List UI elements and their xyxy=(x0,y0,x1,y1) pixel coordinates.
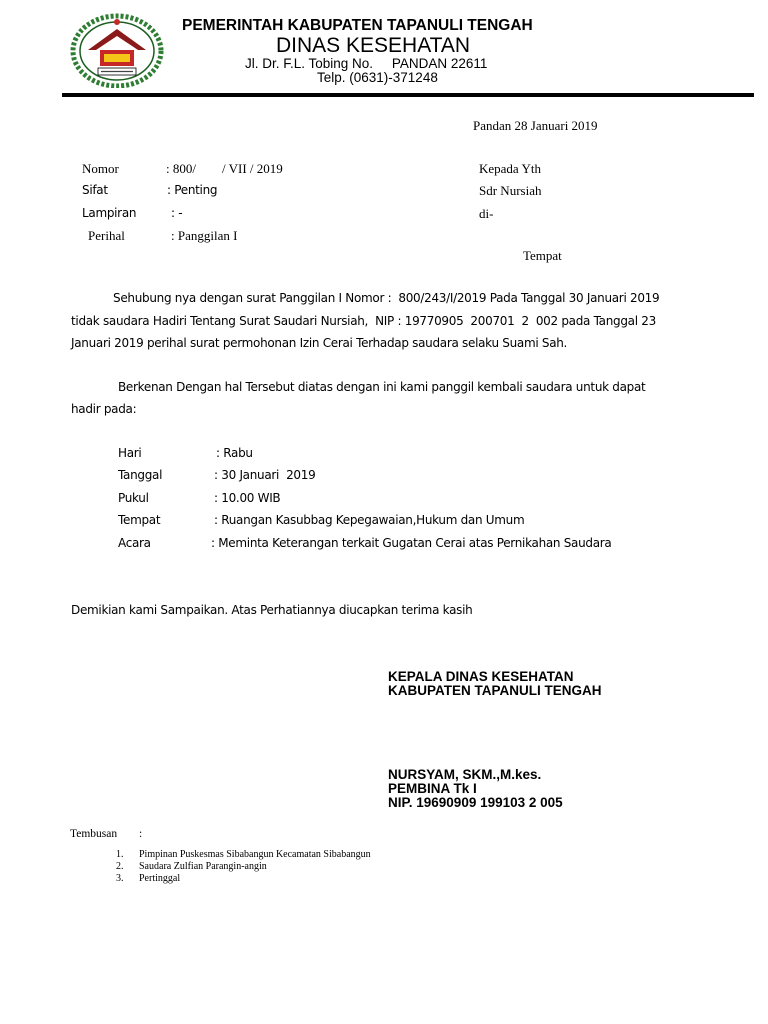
hari-value: : Rabu xyxy=(216,446,253,460)
lampiran-label: Lampiran xyxy=(82,206,137,220)
paragraph-1-line-3: Januari 2019 perihal surat permohonan Izin Cerai Terhadap saudara selaku Suami Sah. xyxy=(71,336,568,350)
pukul-value: : 10.00 WIB xyxy=(214,491,281,505)
letter-date: Pandan 28 Januari 2019 xyxy=(473,118,598,133)
tanggal-value: : 30 Januari 2019 xyxy=(214,468,316,482)
closing-sentence: Demikian kami Sampaikan. Atas Perhatiannya diucapkan terima kasih xyxy=(71,603,473,617)
tembusan-item-3-text: Pertinggal xyxy=(139,873,181,884)
tembusan-item-3-number: 3. xyxy=(116,873,124,884)
recipient-line-4: Tempat xyxy=(523,248,562,263)
lampiran-value: : - xyxy=(171,206,183,220)
letterhead-phone: Telp. (0631)-371248 xyxy=(317,70,438,85)
tembusan-item-1-number: 1. xyxy=(116,849,124,860)
tembusan-colon: : xyxy=(139,828,143,840)
regency-seal-emblem-icon xyxy=(68,12,166,88)
perihal-value: : Panggilan I xyxy=(171,228,238,243)
signatory-name: NURSYAM, SKM.,M.kes. xyxy=(388,767,542,782)
perihal-label: Perihal xyxy=(88,228,125,243)
tempat-label: Tempat xyxy=(118,513,161,527)
tempat-value: : Ruangan Kasubbag Kepegawaian,Hukum dan Umum xyxy=(214,513,525,527)
paragraph-2-line-1: Berkenan Dengan hal Tersebut diatas dengan ini kami panggil kembali saudara untuk dapat xyxy=(118,380,646,394)
sifat-value: : Penting xyxy=(167,183,218,197)
nomor-value: : 800/ / VII / 2019 xyxy=(166,161,283,176)
paragraph-1-line-1: Sehubung nya dengan surat Panggilan I Nomor : 800/243/I/2019 Pada Tanggal 30 Januari 2019 xyxy=(113,291,660,305)
paragraph-1-line-2: tidak saudara Hadiri Tentang Surat Saudari Nursiah, NIP : 19770905 200701 2 002 pada Tanggal 23 xyxy=(71,314,656,328)
nomor-label: Nomor xyxy=(82,161,119,176)
recipient-line-3: di- xyxy=(479,206,494,221)
letterhead-office-name: DINAS KESEHATAN xyxy=(276,34,471,57)
recipient-line-2: Sdr Nursiah xyxy=(479,183,542,198)
letterhead-rule xyxy=(62,93,754,97)
signatory-nip: NIP. 19690909 199103 2 005 xyxy=(388,795,563,810)
tembusan-label: Tembusan xyxy=(70,828,118,840)
letterhead-address: Jl. Dr. F.L. Tobing No. PANDAN 22611 xyxy=(245,56,488,71)
acara-value: : Meminta Keterangan terkait Gugatan Cerai atas Pernikahan Saudara xyxy=(211,536,612,550)
sifat-label: Sifat xyxy=(82,183,108,197)
tembusan-item-2-number: 2. xyxy=(116,861,124,872)
pukul-label: Pukul xyxy=(118,491,149,505)
paragraph-2-line-2: hadir pada: xyxy=(71,402,137,416)
signature-title-2: KABUPATEN TAPANULI TENGAH xyxy=(388,683,602,698)
tembusan-item-2-text: Saudara Zulfian Parangin-angin xyxy=(139,861,267,872)
tanggal-label: Tanggal xyxy=(118,468,163,482)
signatory-rank: PEMBINA Tk I xyxy=(388,781,477,796)
hari-label: Hari xyxy=(118,446,142,460)
signature-title-1: KEPALA DINAS KESEHATAN xyxy=(388,669,574,684)
letterhead-government-name: PEMERINTAH KABUPATEN TAPANULI TENGAH xyxy=(182,17,533,34)
recipient-line-1: Kepada Yth xyxy=(479,161,541,176)
tembusan-item-1-text: Pimpinan Puskesmas Sibabangun Kecamatan Sibabangun xyxy=(139,849,371,860)
acara-label: Acara xyxy=(118,536,151,550)
